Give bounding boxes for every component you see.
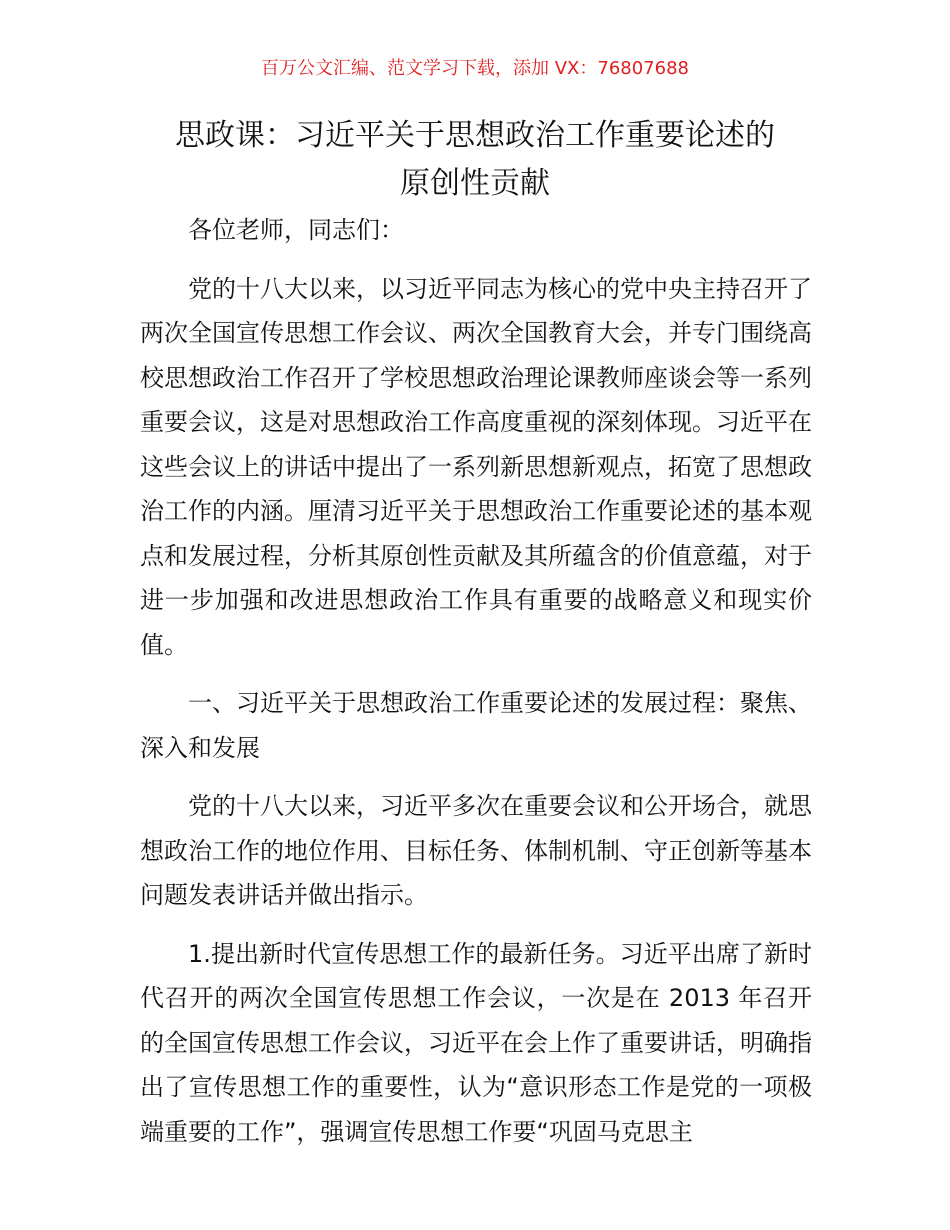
document-title <box>140 112 810 208</box>
title-line-1: 思政课：习近平关于思想政治工作重要论述的 <box>175 118 775 153</box>
paragraph-2: 党的十八大以来，习近平多次在重要会议和公开场合，就思想政治工作的地位作用、目标任务、体制机制、守正创新等基本问题发表讲话并做出指示。 <box>140 792 812 909</box>
section-heading-1: 一、习近平关于思想政治工作重要论述的发展过程：聚焦、深入和发展 <box>140 689 812 762</box>
header-watermark-note: 百万公文汇编、范文学习下载，添加 VX：76807688 <box>261 58 689 79</box>
paragraph-3: 1.提出新时代宣传思想工作的最新任务。习近平出席了新时代召开的两次全国宣传思想工作会议，一次是在 2013 年召开的全国宣传思想工作会议，习近平在会上作了重要讲话，明确指出了宣传思想工作的重要性，认为“意识形态工作是党的一项极端重要的工作”，强调宣传思想工作要“巩固马克思主 <box>140 939 812 1146</box>
title-line-2: 原创性贡献 <box>400 166 550 201</box>
greeting: 各位老师，同志们： <box>188 216 404 244</box>
paragraph-1: 党的十八大以来，以习近平同志为核心的党中央主持召开了两次全国宣传思想工作会议、两次全国教育大会，并专门围绕高校思想政治工作召开了学校思想政治理论课教师座谈会等一系列重要会议，这是对思想政治工作高度重视的深刻体现。习近平在这些会议上的讲话中提出了一系列新思想新观点，拓宽了思想政治工作的内涵。厘清习近平关于思想政治工作重要论述的基本观点和发展过程，分析其原创性贡献及其所蕴含的价值意蕴，对于进一步加强和改进思想政治工作具有重要的战略意义和现实价值。 <box>140 274 812 659</box>
document-body <box>140 208 812 1154</box>
